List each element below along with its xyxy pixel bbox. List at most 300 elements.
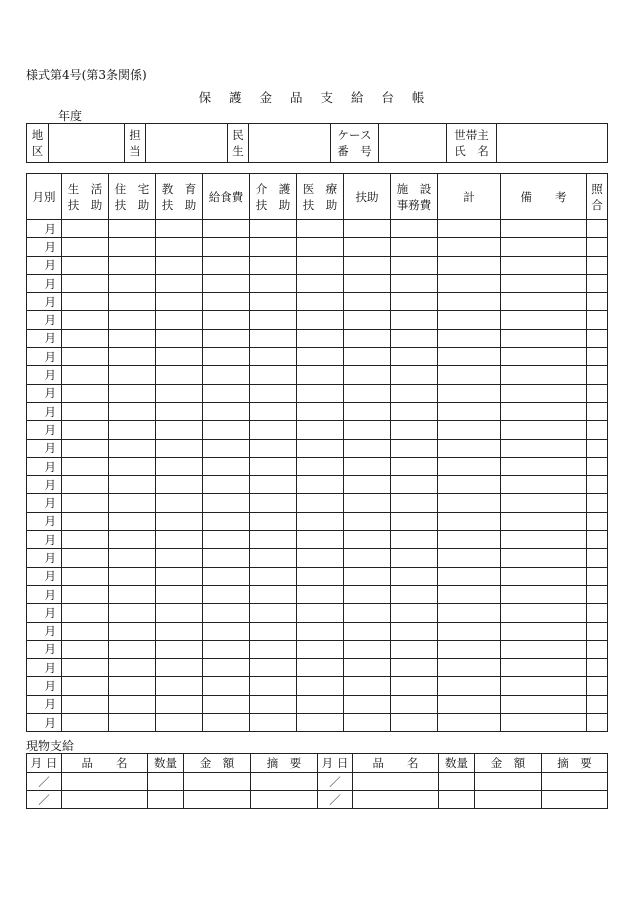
ledger-cell[interactable] bbox=[587, 531, 608, 549]
ledger-cell[interactable] bbox=[156, 293, 203, 311]
ledger-cell[interactable] bbox=[344, 585, 391, 603]
ledger-cell[interactable] bbox=[109, 677, 156, 695]
ledger-cell[interactable] bbox=[438, 348, 501, 366]
ledger-cell[interactable] bbox=[109, 604, 156, 622]
ledger-cell[interactable] bbox=[250, 256, 297, 274]
month-cell[interactable]: 月 bbox=[27, 366, 62, 384]
ledger-cell[interactable] bbox=[297, 659, 344, 677]
ledger-cell[interactable] bbox=[156, 238, 203, 256]
ledger-cell[interactable] bbox=[250, 329, 297, 347]
month-cell[interactable]: 月 bbox=[27, 549, 62, 567]
in-kind-cell[interactable] bbox=[251, 791, 318, 809]
ledger-cell[interactable] bbox=[109, 695, 156, 713]
ledger-cell[interactable] bbox=[344, 329, 391, 347]
in-kind-cell[interactable] bbox=[148, 773, 184, 791]
ledger-cell[interactable] bbox=[109, 549, 156, 567]
ledger-cell[interactable] bbox=[62, 640, 109, 658]
in-kind-cell[interactable] bbox=[251, 773, 318, 791]
ledger-cell[interactable] bbox=[587, 512, 608, 530]
ledger-cell[interactable] bbox=[203, 604, 250, 622]
ledger-cell[interactable] bbox=[344, 439, 391, 457]
ledger-cell[interactable] bbox=[391, 293, 438, 311]
ledger-cell[interactable] bbox=[62, 659, 109, 677]
ledger-cell[interactable] bbox=[109, 585, 156, 603]
ledger-cell[interactable] bbox=[297, 402, 344, 420]
ledger-cell[interactable] bbox=[62, 311, 109, 329]
ledger-cell[interactable] bbox=[156, 311, 203, 329]
ledger-cell[interactable] bbox=[62, 604, 109, 622]
ledger-cell[interactable] bbox=[587, 329, 608, 347]
ledger-cell[interactable] bbox=[391, 659, 438, 677]
ledger-cell[interactable] bbox=[501, 585, 587, 603]
ledger-cell[interactable] bbox=[501, 293, 587, 311]
ledger-cell[interactable] bbox=[438, 531, 501, 549]
ledger-cell[interactable] bbox=[203, 384, 250, 402]
ledger-cell[interactable] bbox=[156, 567, 203, 585]
ledger-cell[interactable] bbox=[391, 512, 438, 530]
ledger-cell[interactable] bbox=[109, 494, 156, 512]
ledger-cell[interactable] bbox=[587, 384, 608, 402]
ledger-cell[interactable] bbox=[391, 604, 438, 622]
ledger-cell[interactable] bbox=[62, 677, 109, 695]
ledger-cell[interactable] bbox=[109, 348, 156, 366]
ledger-cell[interactable] bbox=[391, 476, 438, 494]
ledger-cell[interactable] bbox=[391, 274, 438, 292]
ledger-cell[interactable] bbox=[297, 384, 344, 402]
ledger-cell[interactable] bbox=[62, 549, 109, 567]
ledger-cell[interactable] bbox=[587, 293, 608, 311]
ledger-cell[interactable] bbox=[203, 311, 250, 329]
month-cell[interactable]: 月 bbox=[27, 695, 62, 713]
ledger-cell[interactable] bbox=[501, 677, 587, 695]
ledger-cell[interactable] bbox=[438, 293, 501, 311]
ledger-cell[interactable] bbox=[62, 238, 109, 256]
ledger-cell[interactable] bbox=[250, 659, 297, 677]
ledger-cell[interactable] bbox=[62, 366, 109, 384]
ledger-cell[interactable] bbox=[438, 476, 501, 494]
ledger-cell[interactable] bbox=[587, 622, 608, 640]
ledger-cell[interactable] bbox=[156, 585, 203, 603]
ledger-cell[interactable] bbox=[501, 604, 587, 622]
ledger-cell[interactable] bbox=[250, 531, 297, 549]
month-cell[interactable]: 月 bbox=[27, 311, 62, 329]
ledger-cell[interactable] bbox=[391, 457, 438, 475]
ledger-cell[interactable] bbox=[297, 329, 344, 347]
ledger-cell[interactable] bbox=[62, 421, 109, 439]
ledger-cell[interactable] bbox=[501, 567, 587, 585]
ledger-cell[interactable] bbox=[62, 439, 109, 457]
ledger-cell[interactable] bbox=[203, 659, 250, 677]
ledger-cell[interactable] bbox=[62, 274, 109, 292]
ledger-cell[interactable] bbox=[344, 421, 391, 439]
district-field[interactable] bbox=[49, 124, 125, 163]
ledger-cell[interactable] bbox=[203, 256, 250, 274]
ledger-cell[interactable] bbox=[109, 439, 156, 457]
ledger-cell[interactable] bbox=[250, 549, 297, 567]
ledger-cell[interactable] bbox=[62, 567, 109, 585]
ledger-cell[interactable] bbox=[250, 311, 297, 329]
ledger-cell[interactable] bbox=[297, 640, 344, 658]
ledger-cell[interactable] bbox=[587, 274, 608, 292]
ledger-cell[interactable] bbox=[109, 640, 156, 658]
ledger-cell[interactable] bbox=[501, 366, 587, 384]
ledger-cell[interactable] bbox=[156, 549, 203, 567]
ledger-cell[interactable] bbox=[438, 714, 501, 732]
month-cell[interactable]: 月 bbox=[27, 604, 62, 622]
ledger-cell[interactable] bbox=[250, 366, 297, 384]
ledger-cell[interactable] bbox=[156, 695, 203, 713]
ledger-cell[interactable] bbox=[438, 329, 501, 347]
ledger-cell[interactable] bbox=[501, 421, 587, 439]
ledger-cell[interactable] bbox=[156, 512, 203, 530]
month-cell[interactable]: 月 bbox=[27, 677, 62, 695]
ledger-cell[interactable] bbox=[109, 476, 156, 494]
ledger-cell[interactable] bbox=[203, 640, 250, 658]
ledger-cell[interactable] bbox=[344, 457, 391, 475]
ledger-cell[interactable] bbox=[587, 494, 608, 512]
ledger-cell[interactable] bbox=[203, 549, 250, 567]
ledger-cell[interactable] bbox=[587, 311, 608, 329]
date-cell[interactable]: ／ bbox=[318, 791, 353, 809]
ledger-cell[interactable] bbox=[587, 402, 608, 420]
ledger-cell[interactable] bbox=[109, 567, 156, 585]
ledger-cell[interactable] bbox=[109, 622, 156, 640]
ledger-cell[interactable] bbox=[109, 659, 156, 677]
ledger-cell[interactable] bbox=[297, 512, 344, 530]
ledger-cell[interactable] bbox=[438, 549, 501, 567]
ledger-cell[interactable] bbox=[344, 384, 391, 402]
ledger-cell[interactable] bbox=[156, 274, 203, 292]
ledger-cell[interactable] bbox=[501, 238, 587, 256]
ledger-cell[interactable] bbox=[501, 348, 587, 366]
ledger-cell[interactable] bbox=[391, 677, 438, 695]
ledger-cell[interactable] bbox=[438, 695, 501, 713]
ledger-cell[interactable] bbox=[62, 384, 109, 402]
ledger-cell[interactable] bbox=[62, 494, 109, 512]
ledger-cell[interactable] bbox=[438, 256, 501, 274]
ledger-cell[interactable] bbox=[203, 714, 250, 732]
ledger-cell[interactable] bbox=[156, 494, 203, 512]
ledger-cell[interactable] bbox=[438, 494, 501, 512]
ledger-cell[interactable] bbox=[587, 421, 608, 439]
month-cell[interactable]: 月 bbox=[27, 348, 62, 366]
ledger-cell[interactable] bbox=[344, 348, 391, 366]
ledger-cell[interactable] bbox=[438, 585, 501, 603]
ledger-cell[interactable] bbox=[203, 220, 250, 238]
ledger-cell[interactable] bbox=[156, 659, 203, 677]
ledger-cell[interactable] bbox=[250, 476, 297, 494]
ledger-cell[interactable] bbox=[203, 274, 250, 292]
ledger-cell[interactable] bbox=[344, 293, 391, 311]
ledger-cell[interactable] bbox=[501, 274, 587, 292]
in-kind-cell[interactable] bbox=[62, 791, 148, 809]
ledger-cell[interactable] bbox=[344, 494, 391, 512]
ledger-cell[interactable] bbox=[62, 622, 109, 640]
ledger-cell[interactable] bbox=[62, 512, 109, 530]
ledger-cell[interactable] bbox=[344, 695, 391, 713]
ledger-cell[interactable] bbox=[587, 439, 608, 457]
ledger-cell[interactable] bbox=[438, 604, 501, 622]
ledger-cell[interactable] bbox=[344, 677, 391, 695]
ledger-cell[interactable] bbox=[501, 659, 587, 677]
ledger-cell[interactable] bbox=[587, 256, 608, 274]
in-kind-cell[interactable] bbox=[475, 773, 542, 791]
ledger-cell[interactable] bbox=[156, 714, 203, 732]
ledger-cell[interactable] bbox=[501, 220, 587, 238]
ledger-cell[interactable] bbox=[203, 439, 250, 457]
ledger-cell[interactable] bbox=[344, 274, 391, 292]
ledger-cell[interactable] bbox=[391, 714, 438, 732]
month-cell[interactable]: 月 bbox=[27, 421, 62, 439]
ledger-cell[interactable] bbox=[109, 329, 156, 347]
ledger-cell[interactable] bbox=[203, 622, 250, 640]
ledger-cell[interactable] bbox=[438, 220, 501, 238]
ledger-cell[interactable] bbox=[438, 366, 501, 384]
date-cell[interactable]: ／ bbox=[318, 773, 353, 791]
ledger-cell[interactable] bbox=[203, 366, 250, 384]
month-cell[interactable]: 月 bbox=[27, 238, 62, 256]
ledger-cell[interactable] bbox=[501, 549, 587, 567]
ledger-cell[interactable] bbox=[344, 402, 391, 420]
ledger-cell[interactable] bbox=[438, 567, 501, 585]
ledger-cell[interactable] bbox=[109, 293, 156, 311]
date-cell[interactable]: ／ bbox=[27, 773, 62, 791]
ledger-cell[interactable] bbox=[297, 476, 344, 494]
ledger-cell[interactable] bbox=[297, 348, 344, 366]
ledger-cell[interactable] bbox=[391, 348, 438, 366]
ledger-cell[interactable] bbox=[344, 476, 391, 494]
in-kind-cell[interactable] bbox=[184, 791, 251, 809]
month-cell[interactable]: 月 bbox=[27, 457, 62, 475]
ledger-cell[interactable] bbox=[344, 549, 391, 567]
ledger-cell[interactable] bbox=[587, 567, 608, 585]
in-kind-cell[interactable] bbox=[439, 791, 475, 809]
ledger-cell[interactable] bbox=[391, 366, 438, 384]
ledger-cell[interactable] bbox=[501, 439, 587, 457]
ledger-cell[interactable] bbox=[62, 220, 109, 238]
ledger-cell[interactable] bbox=[501, 311, 587, 329]
ledger-cell[interactable] bbox=[438, 622, 501, 640]
ledger-cell[interactable] bbox=[438, 677, 501, 695]
ledger-cell[interactable] bbox=[156, 402, 203, 420]
ledger-cell[interactable] bbox=[344, 220, 391, 238]
ledger-cell[interactable] bbox=[391, 439, 438, 457]
ledger-cell[interactable] bbox=[203, 402, 250, 420]
date-cell[interactable]: ／ bbox=[27, 791, 62, 809]
ledger-cell[interactable] bbox=[156, 256, 203, 274]
month-cell[interactable]: 月 bbox=[27, 220, 62, 238]
ledger-cell[interactable] bbox=[438, 659, 501, 677]
ledger-cell[interactable] bbox=[250, 402, 297, 420]
ledger-cell[interactable] bbox=[156, 220, 203, 238]
ledger-cell[interactable] bbox=[156, 531, 203, 549]
ledger-cell[interactable] bbox=[391, 640, 438, 658]
ledger-cell[interactable] bbox=[297, 457, 344, 475]
ledger-cell[interactable] bbox=[62, 402, 109, 420]
ledger-cell[interactable] bbox=[501, 329, 587, 347]
ledger-cell[interactable] bbox=[156, 457, 203, 475]
ledger-cell[interactable] bbox=[297, 567, 344, 585]
ledger-cell[interactable] bbox=[203, 512, 250, 530]
ledger-cell[interactable] bbox=[62, 457, 109, 475]
ledger-cell[interactable] bbox=[391, 329, 438, 347]
ledger-cell[interactable] bbox=[203, 457, 250, 475]
ledger-cell[interactable] bbox=[501, 402, 587, 420]
ledger-cell[interactable] bbox=[250, 274, 297, 292]
ledger-cell[interactable] bbox=[391, 311, 438, 329]
householder-field[interactable] bbox=[497, 124, 608, 163]
ledger-cell[interactable] bbox=[501, 714, 587, 732]
in-kind-cell[interactable] bbox=[542, 773, 608, 791]
ledger-cell[interactable] bbox=[344, 531, 391, 549]
staff-field[interactable] bbox=[146, 124, 228, 163]
ledger-cell[interactable] bbox=[109, 714, 156, 732]
ledger-cell[interactable] bbox=[156, 348, 203, 366]
ledger-cell[interactable] bbox=[250, 512, 297, 530]
ledger-cell[interactable] bbox=[297, 604, 344, 622]
ledger-cell[interactable] bbox=[438, 238, 501, 256]
ledger-cell[interactable] bbox=[297, 622, 344, 640]
ledger-cell[interactable] bbox=[438, 457, 501, 475]
ledger-cell[interactable] bbox=[156, 640, 203, 658]
ledger-cell[interactable] bbox=[156, 366, 203, 384]
ledger-cell[interactable] bbox=[297, 238, 344, 256]
ledger-cell[interactable] bbox=[587, 238, 608, 256]
month-cell[interactable]: 月 bbox=[27, 494, 62, 512]
ledger-cell[interactable] bbox=[109, 220, 156, 238]
ledger-cell[interactable] bbox=[250, 348, 297, 366]
ledger-cell[interactable] bbox=[156, 622, 203, 640]
in-kind-cell[interactable] bbox=[148, 791, 184, 809]
ledger-cell[interactable] bbox=[587, 604, 608, 622]
ledger-cell[interactable] bbox=[250, 421, 297, 439]
ledger-cell[interactable] bbox=[438, 512, 501, 530]
month-cell[interactable]: 月 bbox=[27, 439, 62, 457]
ledger-cell[interactable] bbox=[109, 384, 156, 402]
ledger-cell[interactable] bbox=[344, 512, 391, 530]
ledger-cell[interactable] bbox=[391, 384, 438, 402]
ledger-cell[interactable] bbox=[297, 293, 344, 311]
ledger-cell[interactable] bbox=[501, 640, 587, 658]
ledger-cell[interactable] bbox=[297, 220, 344, 238]
month-cell[interactable]: 月 bbox=[27, 402, 62, 420]
ledger-cell[interactable] bbox=[501, 622, 587, 640]
ledger-cell[interactable] bbox=[297, 549, 344, 567]
ledger-cell[interactable] bbox=[109, 402, 156, 420]
ledger-cell[interactable] bbox=[501, 695, 587, 713]
ledger-cell[interactable] bbox=[391, 238, 438, 256]
ledger-cell[interactable] bbox=[250, 677, 297, 695]
case-number-field[interactable] bbox=[379, 124, 447, 163]
ledger-cell[interactable] bbox=[156, 329, 203, 347]
ledger-cell[interactable] bbox=[587, 640, 608, 658]
ledger-cell[interactable] bbox=[250, 604, 297, 622]
ledger-cell[interactable] bbox=[297, 366, 344, 384]
ledger-cell[interactable] bbox=[203, 531, 250, 549]
ledger-cell[interactable] bbox=[297, 439, 344, 457]
month-cell[interactable]: 月 bbox=[27, 384, 62, 402]
ledger-cell[interactable] bbox=[344, 256, 391, 274]
ledger-cell[interactable] bbox=[203, 494, 250, 512]
ledger-cell[interactable] bbox=[62, 329, 109, 347]
ledger-cell[interactable] bbox=[62, 293, 109, 311]
ledger-cell[interactable] bbox=[250, 494, 297, 512]
month-cell[interactable]: 月 bbox=[27, 476, 62, 494]
ledger-cell[interactable] bbox=[203, 293, 250, 311]
ledger-cell[interactable] bbox=[297, 256, 344, 274]
ledger-cell[interactable] bbox=[62, 348, 109, 366]
month-cell[interactable]: 月 bbox=[27, 274, 62, 292]
ledger-cell[interactable] bbox=[297, 531, 344, 549]
ledger-cell[interactable] bbox=[587, 677, 608, 695]
ledger-cell[interactable] bbox=[297, 274, 344, 292]
ledger-cell[interactable] bbox=[587, 366, 608, 384]
ledger-cell[interactable] bbox=[203, 476, 250, 494]
month-cell[interactable]: 月 bbox=[27, 640, 62, 658]
ledger-cell[interactable] bbox=[501, 494, 587, 512]
ledger-cell[interactable] bbox=[250, 293, 297, 311]
ledger-cell[interactable] bbox=[587, 348, 608, 366]
ledger-cell[interactable] bbox=[391, 256, 438, 274]
ledger-cell[interactable] bbox=[344, 238, 391, 256]
ledger-cell[interactable] bbox=[587, 457, 608, 475]
ledger-cell[interactable] bbox=[391, 531, 438, 549]
ledger-cell[interactable] bbox=[438, 384, 501, 402]
ledger-cell[interactable] bbox=[109, 274, 156, 292]
ledger-cell[interactable] bbox=[501, 457, 587, 475]
ledger-cell[interactable] bbox=[344, 622, 391, 640]
ledger-cell[interactable] bbox=[501, 384, 587, 402]
ledger-cell[interactable] bbox=[438, 402, 501, 420]
ledger-cell[interactable] bbox=[344, 311, 391, 329]
month-cell[interactable]: 月 bbox=[27, 256, 62, 274]
ledger-cell[interactable] bbox=[250, 439, 297, 457]
ledger-cell[interactable] bbox=[62, 585, 109, 603]
in-kind-cell[interactable] bbox=[475, 791, 542, 809]
ledger-cell[interactable] bbox=[391, 402, 438, 420]
ledger-cell[interactable] bbox=[587, 659, 608, 677]
ledger-cell[interactable] bbox=[391, 695, 438, 713]
ledger-cell[interactable] bbox=[501, 476, 587, 494]
ledger-cell[interactable] bbox=[62, 695, 109, 713]
month-cell[interactable]: 月 bbox=[27, 659, 62, 677]
ledger-cell[interactable] bbox=[203, 677, 250, 695]
ledger-cell[interactable] bbox=[391, 220, 438, 238]
ledger-cell[interactable] bbox=[250, 457, 297, 475]
ledger-cell[interactable] bbox=[587, 549, 608, 567]
in-kind-cell[interactable] bbox=[353, 791, 439, 809]
ledger-cell[interactable] bbox=[344, 659, 391, 677]
in-kind-cell[interactable] bbox=[184, 773, 251, 791]
ledger-cell[interactable] bbox=[391, 549, 438, 567]
welfare-commissioner-field[interactable] bbox=[249, 124, 331, 163]
ledger-cell[interactable] bbox=[156, 476, 203, 494]
ledger-cell[interactable] bbox=[250, 585, 297, 603]
ledger-cell[interactable] bbox=[438, 311, 501, 329]
ledger-cell[interactable] bbox=[203, 329, 250, 347]
ledger-cell[interactable] bbox=[109, 256, 156, 274]
month-cell[interactable]: 月 bbox=[27, 531, 62, 549]
ledger-cell[interactable] bbox=[501, 512, 587, 530]
ledger-cell[interactable] bbox=[501, 256, 587, 274]
ledger-cell[interactable] bbox=[438, 640, 501, 658]
ledger-cell[interactable] bbox=[156, 384, 203, 402]
month-cell[interactable]: 月 bbox=[27, 329, 62, 347]
ledger-cell[interactable] bbox=[250, 567, 297, 585]
month-cell[interactable]: 月 bbox=[27, 293, 62, 311]
ledger-cell[interactable] bbox=[587, 476, 608, 494]
ledger-cell[interactable] bbox=[250, 220, 297, 238]
